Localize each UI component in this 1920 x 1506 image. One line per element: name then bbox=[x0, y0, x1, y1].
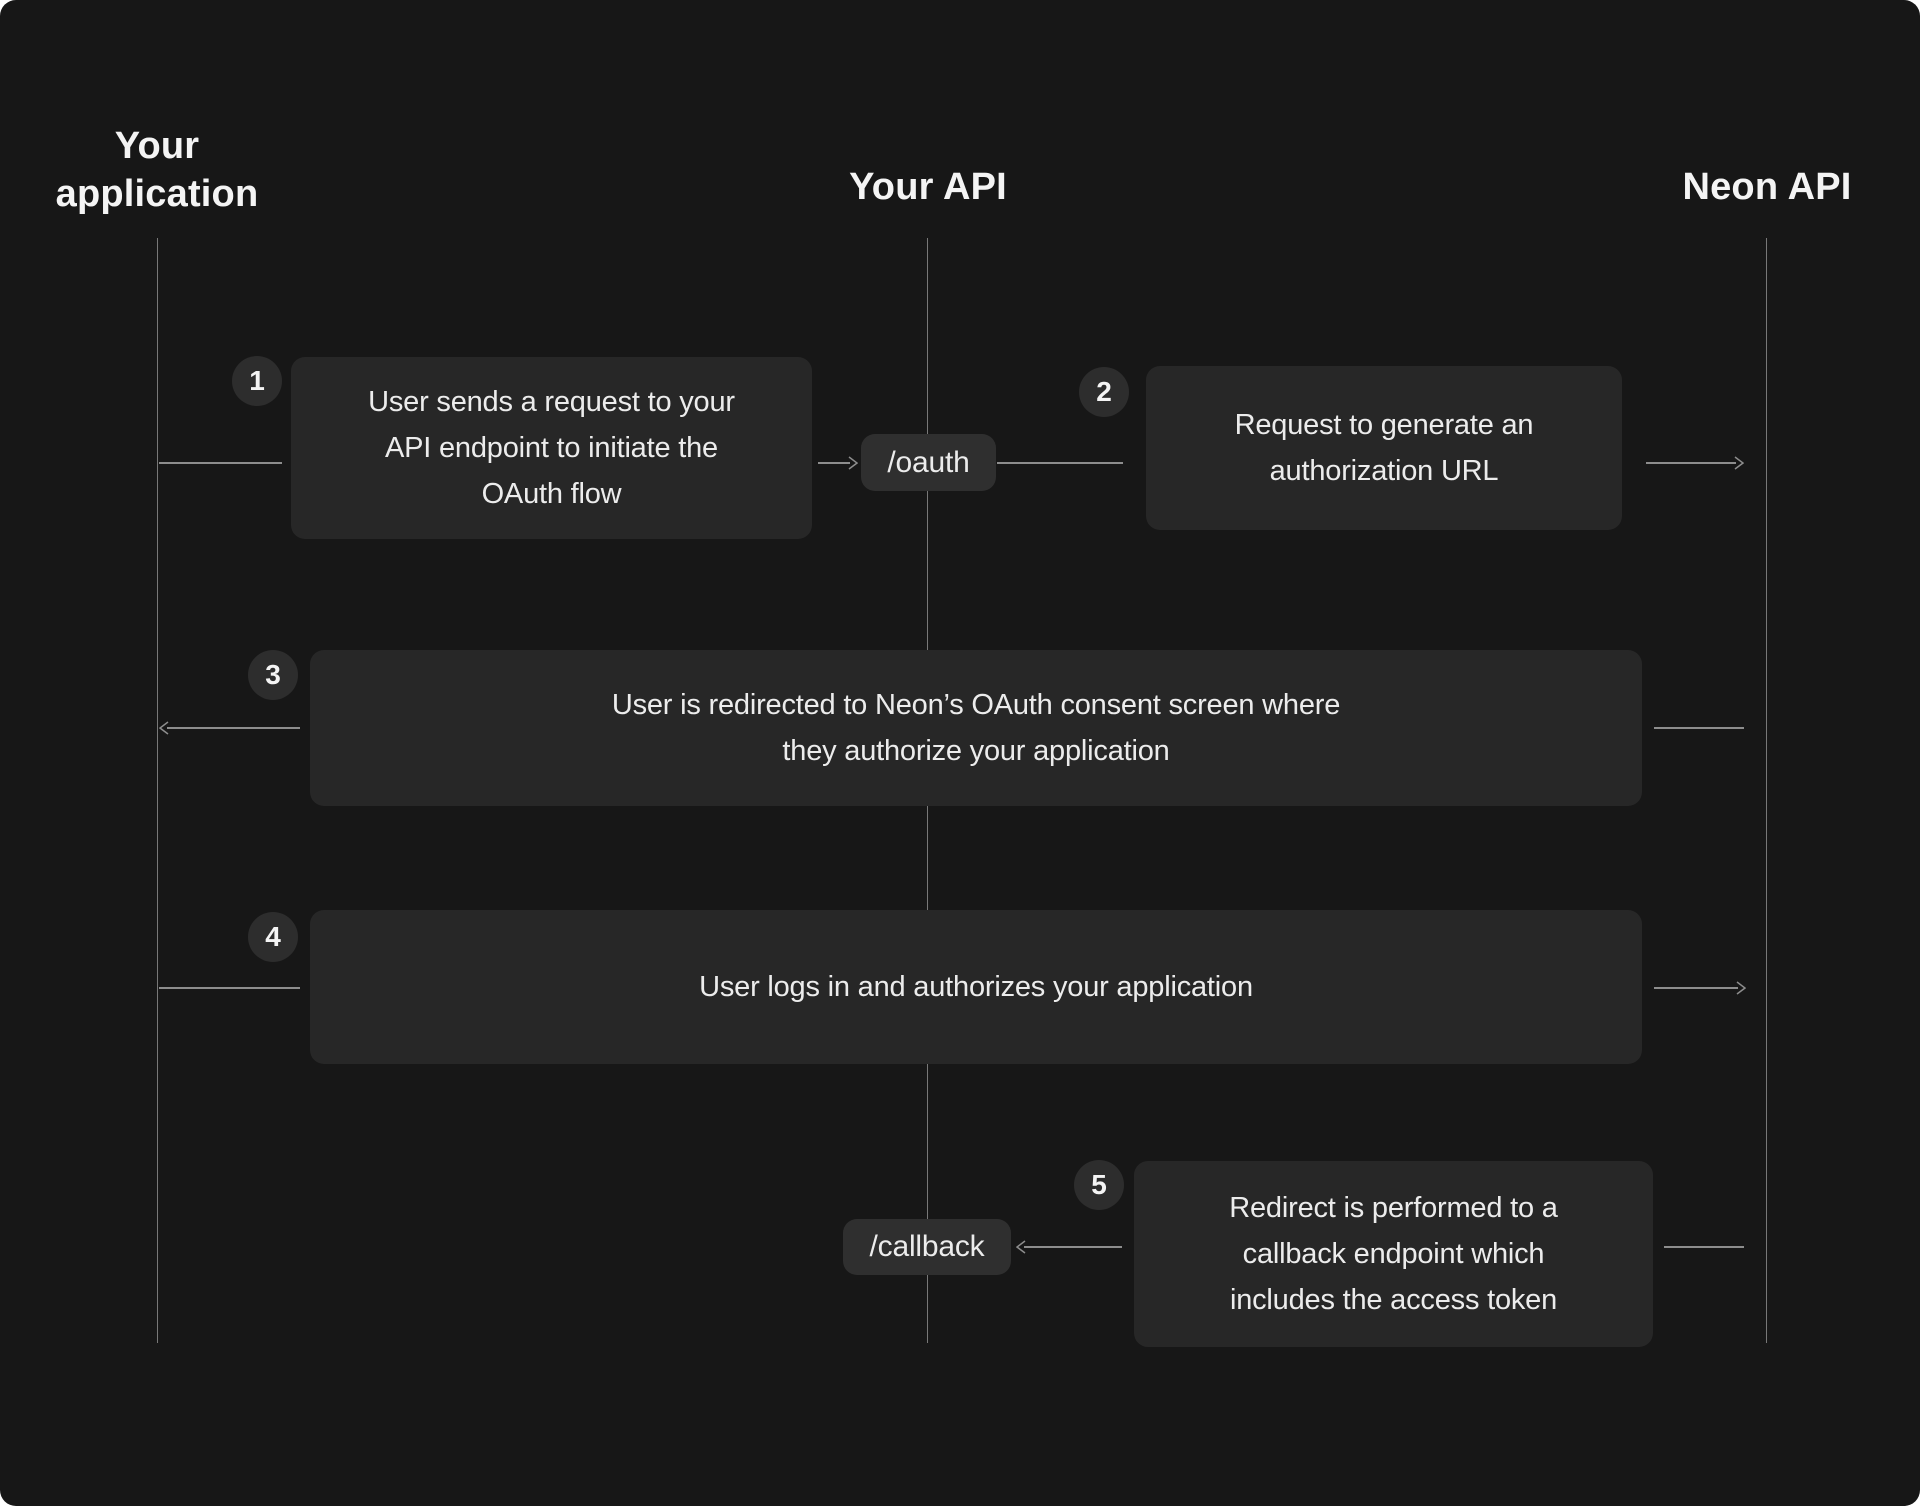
step-badge-2: 2 bbox=[1079, 367, 1129, 417]
lifeline-neon-api bbox=[1766, 238, 1768, 1343]
message-line bbox=[997, 462, 1123, 464]
step-text-line: User logs in and authorizes your application bbox=[699, 971, 1253, 1003]
endpoint-pill-callback: /callback bbox=[843, 1219, 1011, 1275]
message-line bbox=[167, 727, 300, 729]
arrowhead-right-icon bbox=[1736, 981, 1746, 995]
step-text-line: they authorize your application bbox=[782, 735, 1170, 767]
lifeline-your-application bbox=[157, 238, 159, 1343]
step-badge-1: 1 bbox=[232, 356, 282, 406]
step-badge-5: 5 bbox=[1074, 1160, 1124, 1210]
arrowhead-right-icon bbox=[1734, 456, 1744, 470]
actor-label-your-api: Your API bbox=[849, 166, 1007, 208]
message-line bbox=[1654, 987, 1738, 989]
message-line bbox=[159, 987, 300, 989]
message-line bbox=[1646, 462, 1736, 464]
step-box-5 bbox=[1134, 1161, 1653, 1347]
step-text-line: Redirect is performed to a bbox=[1229, 1192, 1558, 1224]
step-box-2 bbox=[1146, 366, 1622, 530]
step-box-3 bbox=[310, 650, 1642, 806]
step-text-line: authorization URL bbox=[1269, 455, 1499, 487]
step-box-4 bbox=[310, 910, 1642, 1064]
message-line bbox=[1654, 727, 1744, 729]
step-badge-4: 4 bbox=[248, 912, 298, 962]
arrowhead-right-icon bbox=[848, 456, 858, 470]
step-text-line: User sends a request to your bbox=[368, 386, 735, 418]
step-text-line: OAuth flow bbox=[481, 478, 622, 510]
step-badge-3: 3 bbox=[248, 650, 298, 700]
message-line bbox=[1024, 1246, 1122, 1248]
actor-label-your-application: Your application bbox=[55, 125, 259, 215]
actor-label-neon-api: Neon API bbox=[1682, 166, 1852, 208]
step-box-1 bbox=[291, 357, 812, 539]
step-text-line: API endpoint to initiate the bbox=[385, 432, 718, 464]
step-text-line: includes the access token bbox=[1229, 1284, 1558, 1316]
message-line bbox=[1664, 1246, 1744, 1248]
step-text-line: callback endpoint which bbox=[1242, 1238, 1545, 1270]
endpoint-pill-oauth: /oauth bbox=[861, 434, 996, 491]
step-text-line: Request to generate an bbox=[1234, 409, 1534, 441]
step-text-line: User is redirected to Neon’s OAuth consent screen where bbox=[611, 689, 1341, 721]
message-line bbox=[159, 462, 282, 464]
message-line bbox=[818, 462, 850, 464]
